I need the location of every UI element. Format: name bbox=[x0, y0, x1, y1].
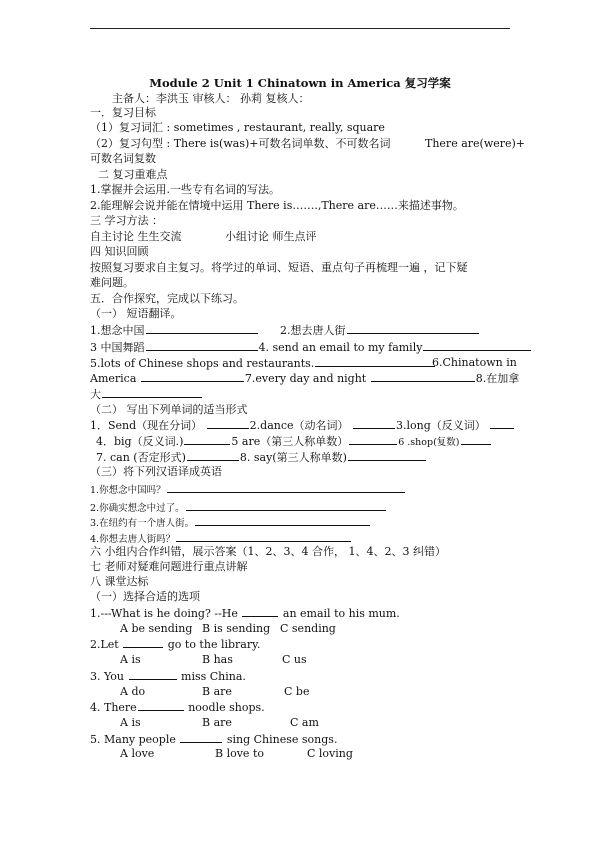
phrase-item-5: 5.lots of Chinese shops and restaurants. bbox=[90, 356, 436, 371]
translate-item-4: 4.你想去唐人街吗？ bbox=[90, 531, 352, 547]
answer-blank[interactable] bbox=[123, 637, 163, 648]
question-5: 5. Many people sing Chinese songs. bbox=[90, 733, 338, 746]
question-2-options: A is B has C us bbox=[120, 653, 307, 666]
review-sentence-cont: There are(were)+ bbox=[425, 137, 526, 150]
answer-blank[interactable] bbox=[347, 323, 479, 334]
section-3-heading: 三 学习方法 ： bbox=[90, 214, 163, 227]
answer-blank[interactable] bbox=[349, 434, 397, 445]
answer-blank[interactable] bbox=[348, 450, 426, 461]
question-4-options: A is B are C am bbox=[120, 716, 319, 729]
part-2-heading: （二） 写出下列单词的适当形式 bbox=[90, 403, 248, 416]
answer-blank[interactable] bbox=[187, 450, 239, 461]
word-form-row-3: 7. can (否定形式) 8. say(第三人称单数) bbox=[96, 450, 427, 465]
answer-blank[interactable] bbox=[180, 732, 222, 743]
answer-blank[interactable] bbox=[141, 371, 244, 382]
question-2: 2.Let go to the library. bbox=[90, 638, 261, 651]
translate-item-1: 1.你想念中国吗？ bbox=[90, 482, 406, 498]
answer-blank[interactable] bbox=[146, 323, 258, 334]
part-3-heading: （三）将下列汉语译成英语 bbox=[90, 465, 222, 478]
recall-text-2: 难问题。 bbox=[90, 276, 134, 289]
question-3: 3. You miss China. bbox=[90, 670, 246, 683]
answer-blank[interactable] bbox=[146, 340, 258, 351]
method-a: 自主讨论 生生交流 bbox=[90, 230, 182, 243]
answer-blank[interactable] bbox=[207, 418, 249, 429]
byline: 主备人：李洪玉 审核人： 孙莉 复核人： bbox=[112, 92, 310, 105]
method-b: 小组讨论 师生点评 bbox=[225, 230, 317, 243]
phrase-item-6-7-8: America 7.every day and night 8.在加拿 bbox=[90, 372, 520, 385]
phrase-item-3-4: 3 中国舞蹈 4. send an email to my family bbox=[90, 340, 532, 355]
section-4-heading: 四 知识回顾 bbox=[90, 245, 149, 258]
question-1: 1.---What is he doing? --He an email to his mum. bbox=[90, 607, 400, 620]
answer-blank[interactable] bbox=[371, 371, 475, 382]
phrase-item-6: 6.Chinatown in bbox=[432, 356, 517, 369]
question-4: 4. There noodle shops. bbox=[90, 701, 265, 714]
key-point-1: 1.掌握并会运用.一些专有名词的写法。 bbox=[90, 183, 280, 196]
review-vocab: （1）复习词汇 : sometimes , restaurant, really, square bbox=[90, 121, 385, 134]
word-form-row-2: 4．big（反义词.) 5 are（第三人称单数） 6 .shop(复数) bbox=[96, 434, 492, 450]
review-sentence-end: 可数名词复数 bbox=[90, 152, 156, 165]
section-5-heading: 五．合作探究，完成以下练习。 bbox=[90, 292, 244, 305]
section-8-heading: 八 课堂达标 bbox=[90, 575, 149, 588]
section-1-heading: 一．复习目标 bbox=[90, 106, 156, 119]
section-6: 六 小组内合作纠错，展示答案（1、2、3、4 合作， 1、4、2、3 纠错） bbox=[90, 545, 446, 558]
answer-blank[interactable] bbox=[423, 340, 531, 351]
answer-blank[interactable] bbox=[315, 356, 435, 367]
answer-blank[interactable] bbox=[167, 482, 405, 493]
question-5-options: A love B love to C loving bbox=[120, 747, 353, 760]
question-3-options: A do B are C be bbox=[120, 685, 310, 698]
phrase-item-2: 2.想去唐人街 bbox=[280, 323, 480, 338]
recall-text-1: 按照复习要求自主复习。将学过的单词、短语、重点句子再梳理一遍 ，记下疑 bbox=[90, 261, 468, 274]
translate-item-3: 3.在纽约有一个唐人街。 bbox=[90, 515, 371, 531]
phrase-item-1: 1.想念中国 bbox=[90, 323, 259, 338]
choice-heading: （一）选择合适的选项 bbox=[90, 590, 200, 603]
answer-blank[interactable] bbox=[490, 418, 514, 429]
answer-blank[interactable] bbox=[184, 434, 230, 445]
key-point-2: 2.能理解会说并能在情境中运用 There is…….,There are……来描述事物。 bbox=[90, 199, 464, 212]
answer-blank[interactable] bbox=[186, 500, 386, 511]
answer-blank[interactable] bbox=[353, 418, 395, 429]
answer-blank[interactable] bbox=[129, 669, 177, 680]
phrase-item-8-end: 大 bbox=[90, 387, 203, 402]
answer-blank[interactable] bbox=[176, 531, 351, 542]
review-sentence: （2）复习句型 : There is(was)+可数名词单数、不可数名词 bbox=[90, 137, 391, 150]
question-1-options: A be sending B is sending C sending bbox=[120, 622, 336, 635]
answer-blank[interactable] bbox=[195, 515, 370, 526]
section-2-heading: 二 复习重难点 bbox=[98, 168, 168, 181]
answer-blank[interactable] bbox=[102, 387, 202, 398]
answer-blank[interactable] bbox=[242, 606, 278, 617]
header-rule bbox=[90, 28, 510, 29]
word-form-row-1: 1．Send（现在分词） 2.dance（动名词） 3.long（反义词） bbox=[90, 418, 515, 433]
section-7: 七 老师对疑难问题进行重点讲解 bbox=[90, 560, 248, 573]
translate-item-2: 2.你确实想念中过了。 bbox=[90, 500, 387, 516]
answer-blank[interactable] bbox=[138, 700, 184, 711]
part-1-heading: （一） 短语翻译。 bbox=[90, 307, 182, 320]
answer-blank[interactable] bbox=[461, 434, 491, 445]
page-title: Module 2 Unit 1 Chinatown in America 复习学案 bbox=[149, 76, 451, 90]
